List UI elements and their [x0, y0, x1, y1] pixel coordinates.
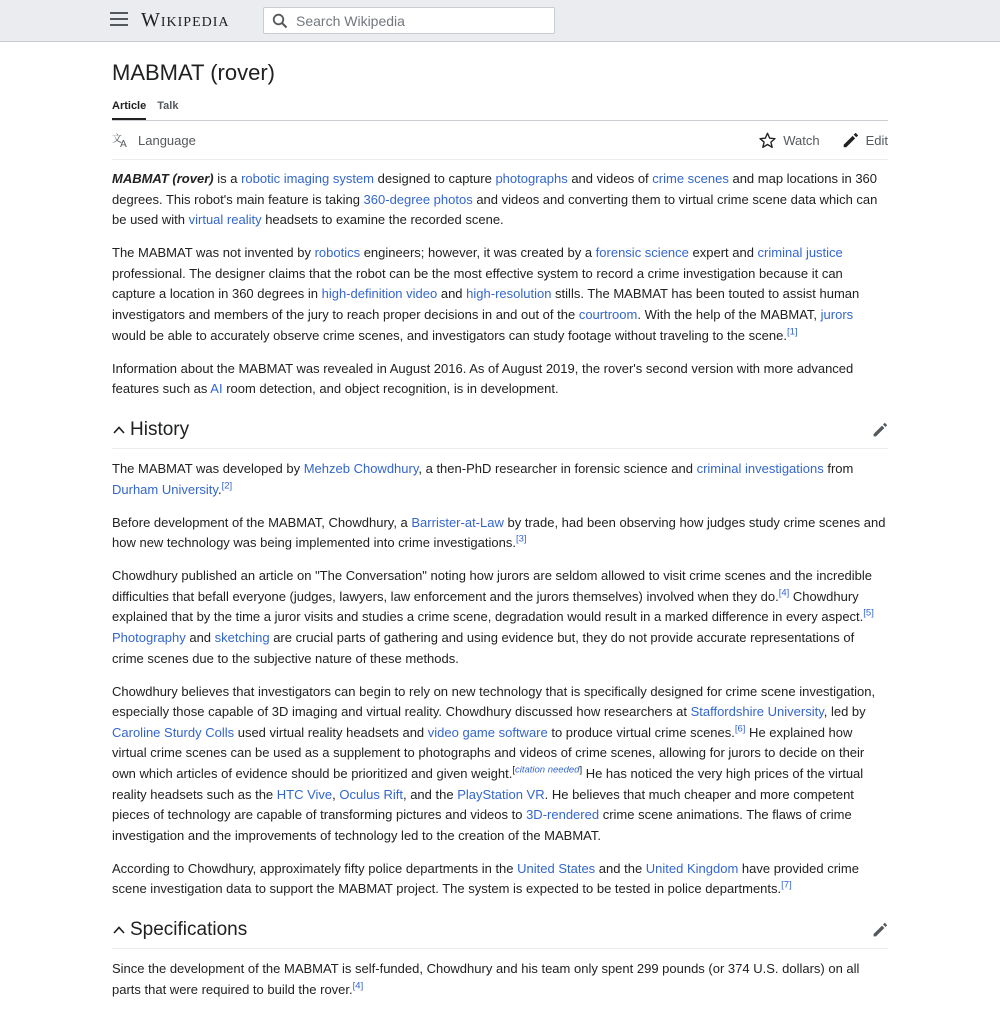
watch-label: Watch [783, 132, 820, 148]
link-360-degree-photos[interactable]: 360-degree photos [363, 191, 473, 207]
reference-link[interactable]: [3] [515, 533, 527, 545]
tab-talk[interactable]: Talk [157, 100, 179, 112]
link-playstation-vr[interactable]: PlayStation VR [457, 786, 545, 802]
link-sketching[interactable]: sketching [214, 630, 270, 646]
reference-link[interactable]: [2] [221, 480, 233, 492]
section-heading-history [112, 412, 888, 449]
reference-link[interactable]: [5] [863, 608, 874, 620]
page-actions-bar [112, 121, 888, 160]
history-heading: History [130, 419, 190, 441]
menu-icon[interactable] [110, 12, 128, 28]
search-box[interactable] [263, 7, 555, 34]
intro-paragraph: The MABMAT was not invented by robotics engineers; however, it was created by a forensic science expert and criminal justice professional. The designer claims that the robot can be the most effective system to record a crime investigation because it can capture a location in 360 degrees in high-definition video and high-resolution stills. The MABMAT has been touted to assist human investigators and members of the jury to reach proper decisions in and out of the courtroom. With the help of the MABMAT, jurors would be able to accurately observe crime scenes, and investigators can study footage without traveling to the scene.[1] [112, 245, 860, 343]
language-icon [112, 132, 130, 148]
link-forensic-science[interactable]: forensic science [595, 245, 689, 261]
link-mehzeb-chowdhury[interactable]: Mehzeb Chowdhury [303, 461, 419, 477]
history-paragraph: Chowdhury believes that investigators can begin to rely on new technology that is specifically designed for crime scene investigation, especially those capable of 3D imaging and virtual reality. Chowdhury discussed how researchers at Staffordshire University, led by Caroline Sturdy Colls used virtual reality headsets and video game software to produce virtual crime scenes.[6] He explained how virtual crime scenes can be used as a supplement to photographs and videos of crime scenes, allowing for jurors to decide on their own which articles of evidence should be prioritized and given weight.[citation needed] He has noticed the very high prices of the virtual reality headsets such as the HTC Vive, Oculus Rift, and the PlayStation VR. He believes that much cheaper and more competent pieces of technology are capable of transforming pictures and videos to 3D-rendered crime scene animations. The flaws of crime investigation and the improvements of technology led to the creation of the MABMAT. [112, 683, 876, 843]
link-high-resolution[interactable]: high-resolution [466, 286, 552, 302]
language-label: Language [138, 132, 196, 148]
star-icon [759, 132, 776, 149]
link-united-states[interactable]: United States [517, 860, 596, 876]
chevron-up-icon[interactable] [112, 923, 126, 937]
intro-paragraph: Information about the MABMAT was revealed in August 2016. As of August 2019, the rover's second version with more advanced features such as AI room detection, and object recognition, is in development. [112, 360, 854, 397]
history-paragraph: The MABMAT was developed by Mehzeb Chowdhury, a then-PhD researcher in forensic science and criminal investigations from Durham University.[2] [112, 461, 854, 497]
link-criminal-investigations[interactable]: criminal investigations [696, 461, 824, 477]
wikipedia-logo[interactable]: Wikipedia [141, 9, 230, 31]
pencil-icon[interactable] [872, 422, 888, 438]
page-title: MABMAT (rover) [112, 60, 275, 85]
specifications-paragraph: Since the development of the MABMAT is self-funded, Chowdhury and his team only spent 299 pounds (or 374 U.S. dollars) on all parts that were required to build the rover.[4] [112, 961, 860, 997]
reference-link[interactable]: [4] [778, 587, 790, 599]
search-icon [272, 13, 288, 29]
link-courtroom[interactable]: courtroom [578, 306, 638, 322]
search-input[interactable] [294, 12, 548, 30]
pencil-icon[interactable] [872, 922, 888, 938]
link-criminal-justice[interactable]: criminal justice [757, 245, 843, 261]
chevron-up-icon[interactable] [112, 423, 126, 437]
page-tabs [112, 95, 888, 121]
link-3d-rendered[interactable]: 3D-rendered [526, 807, 600, 823]
history-paragraph: Chowdhury published an article on "The Conversation" noting how jurors are seldom allowed to visit crime scenes and the incredible difficulties that befall everyone (judges, lawyers, law enforcement and the jurors themselves) involved when they do.[4] Chowdhury explained that by the time a juror visits and studies a crime scene, degradation would result in a marked difference in every aspect.[5] Photography and sketching are crucial parts of gathering and using evidence but, they do not provide accurate representations of crime scenes due to the subjective nature of these methods. [112, 568, 874, 666]
pencil-icon [842, 132, 859, 149]
reference-link[interactable]: [7] [781, 880, 792, 892]
intro-paragraph: MABMAT (rover) is a robotic imaging system designed to capture photographs and videos of crime scenes and map locations in 360 degrees. This robot's main feature is taking 360-degree photos and videos and converting them to virtual crime scene data which can be used with virtual reality headsets to examine the recorded scene. [112, 171, 878, 228]
link-robotics[interactable]: robotics [314, 245, 361, 261]
link-ai[interactable]: AI [210, 381, 223, 397]
language-button[interactable] [112, 132, 196, 148]
link-jurors[interactable]: jurors [820, 306, 854, 322]
link-staffordshire-university[interactable]: Staffordshire University [690, 704, 824, 720]
link-photography[interactable]: Photography [112, 630, 186, 646]
link-durham-university[interactable]: Durham University [112, 481, 218, 497]
reference-link[interactable]: [6] [734, 723, 746, 735]
link-virtual-reality[interactable]: virtual reality [188, 212, 262, 228]
svg-text:A: A [120, 139, 127, 148]
history-paragraph: According to Chowdhury, approximately fifty police departments in the United States and the United Kingdom have provided crime scene investigation data to support the MABMAT project. The system is expected to be tested in police departments.[7] [112, 860, 859, 897]
article-content [112, 41, 888, 1013]
reference-link[interactable]: [4] [352, 980, 364, 992]
link-caroline-sturdy-colls[interactable]: Caroline Sturdy Colls [112, 724, 235, 740]
specifications-heading: Specifications [130, 919, 248, 941]
tab-article[interactable]: Article [112, 95, 146, 120]
section-heading-specifications [112, 912, 888, 949]
link-oculus-rift[interactable]: Oculus Rift [339, 786, 403, 802]
svg-text:文: 文 [112, 134, 122, 145]
link-barrister-at-law[interactable]: Barrister-at-Law [411, 514, 504, 530]
edit-button[interactable] [842, 132, 888, 149]
link-united-kingdom[interactable]: United Kingdom [645, 860, 739, 876]
watch-button[interactable] [759, 132, 819, 149]
link-crime-scenes[interactable]: crime scenes [652, 171, 729, 186]
link-robotic-imaging-system[interactable]: robotic imaging system [241, 171, 375, 186]
history-paragraph: Before development of the MABMAT, Chowdhury, a Barrister-at-Law by trade, had been observing how judges study crime scenes and how new technology was being implemented into crime investigations.[3] [112, 514, 886, 551]
link-photographs[interactable]: photographs [495, 171, 568, 186]
citation-needed-link[interactable]: citation needed [514, 764, 580, 776]
reference-link[interactable]: [1] [786, 326, 798, 338]
header-bar [0, 0, 1000, 42]
link-high-definition-video[interactable]: high-definition video [321, 286, 438, 302]
link-htc-vive[interactable]: HTC Vive [276, 786, 333, 802]
link-video-game-software[interactable]: video game software [427, 724, 548, 740]
edit-label: Edit [865, 132, 888, 148]
